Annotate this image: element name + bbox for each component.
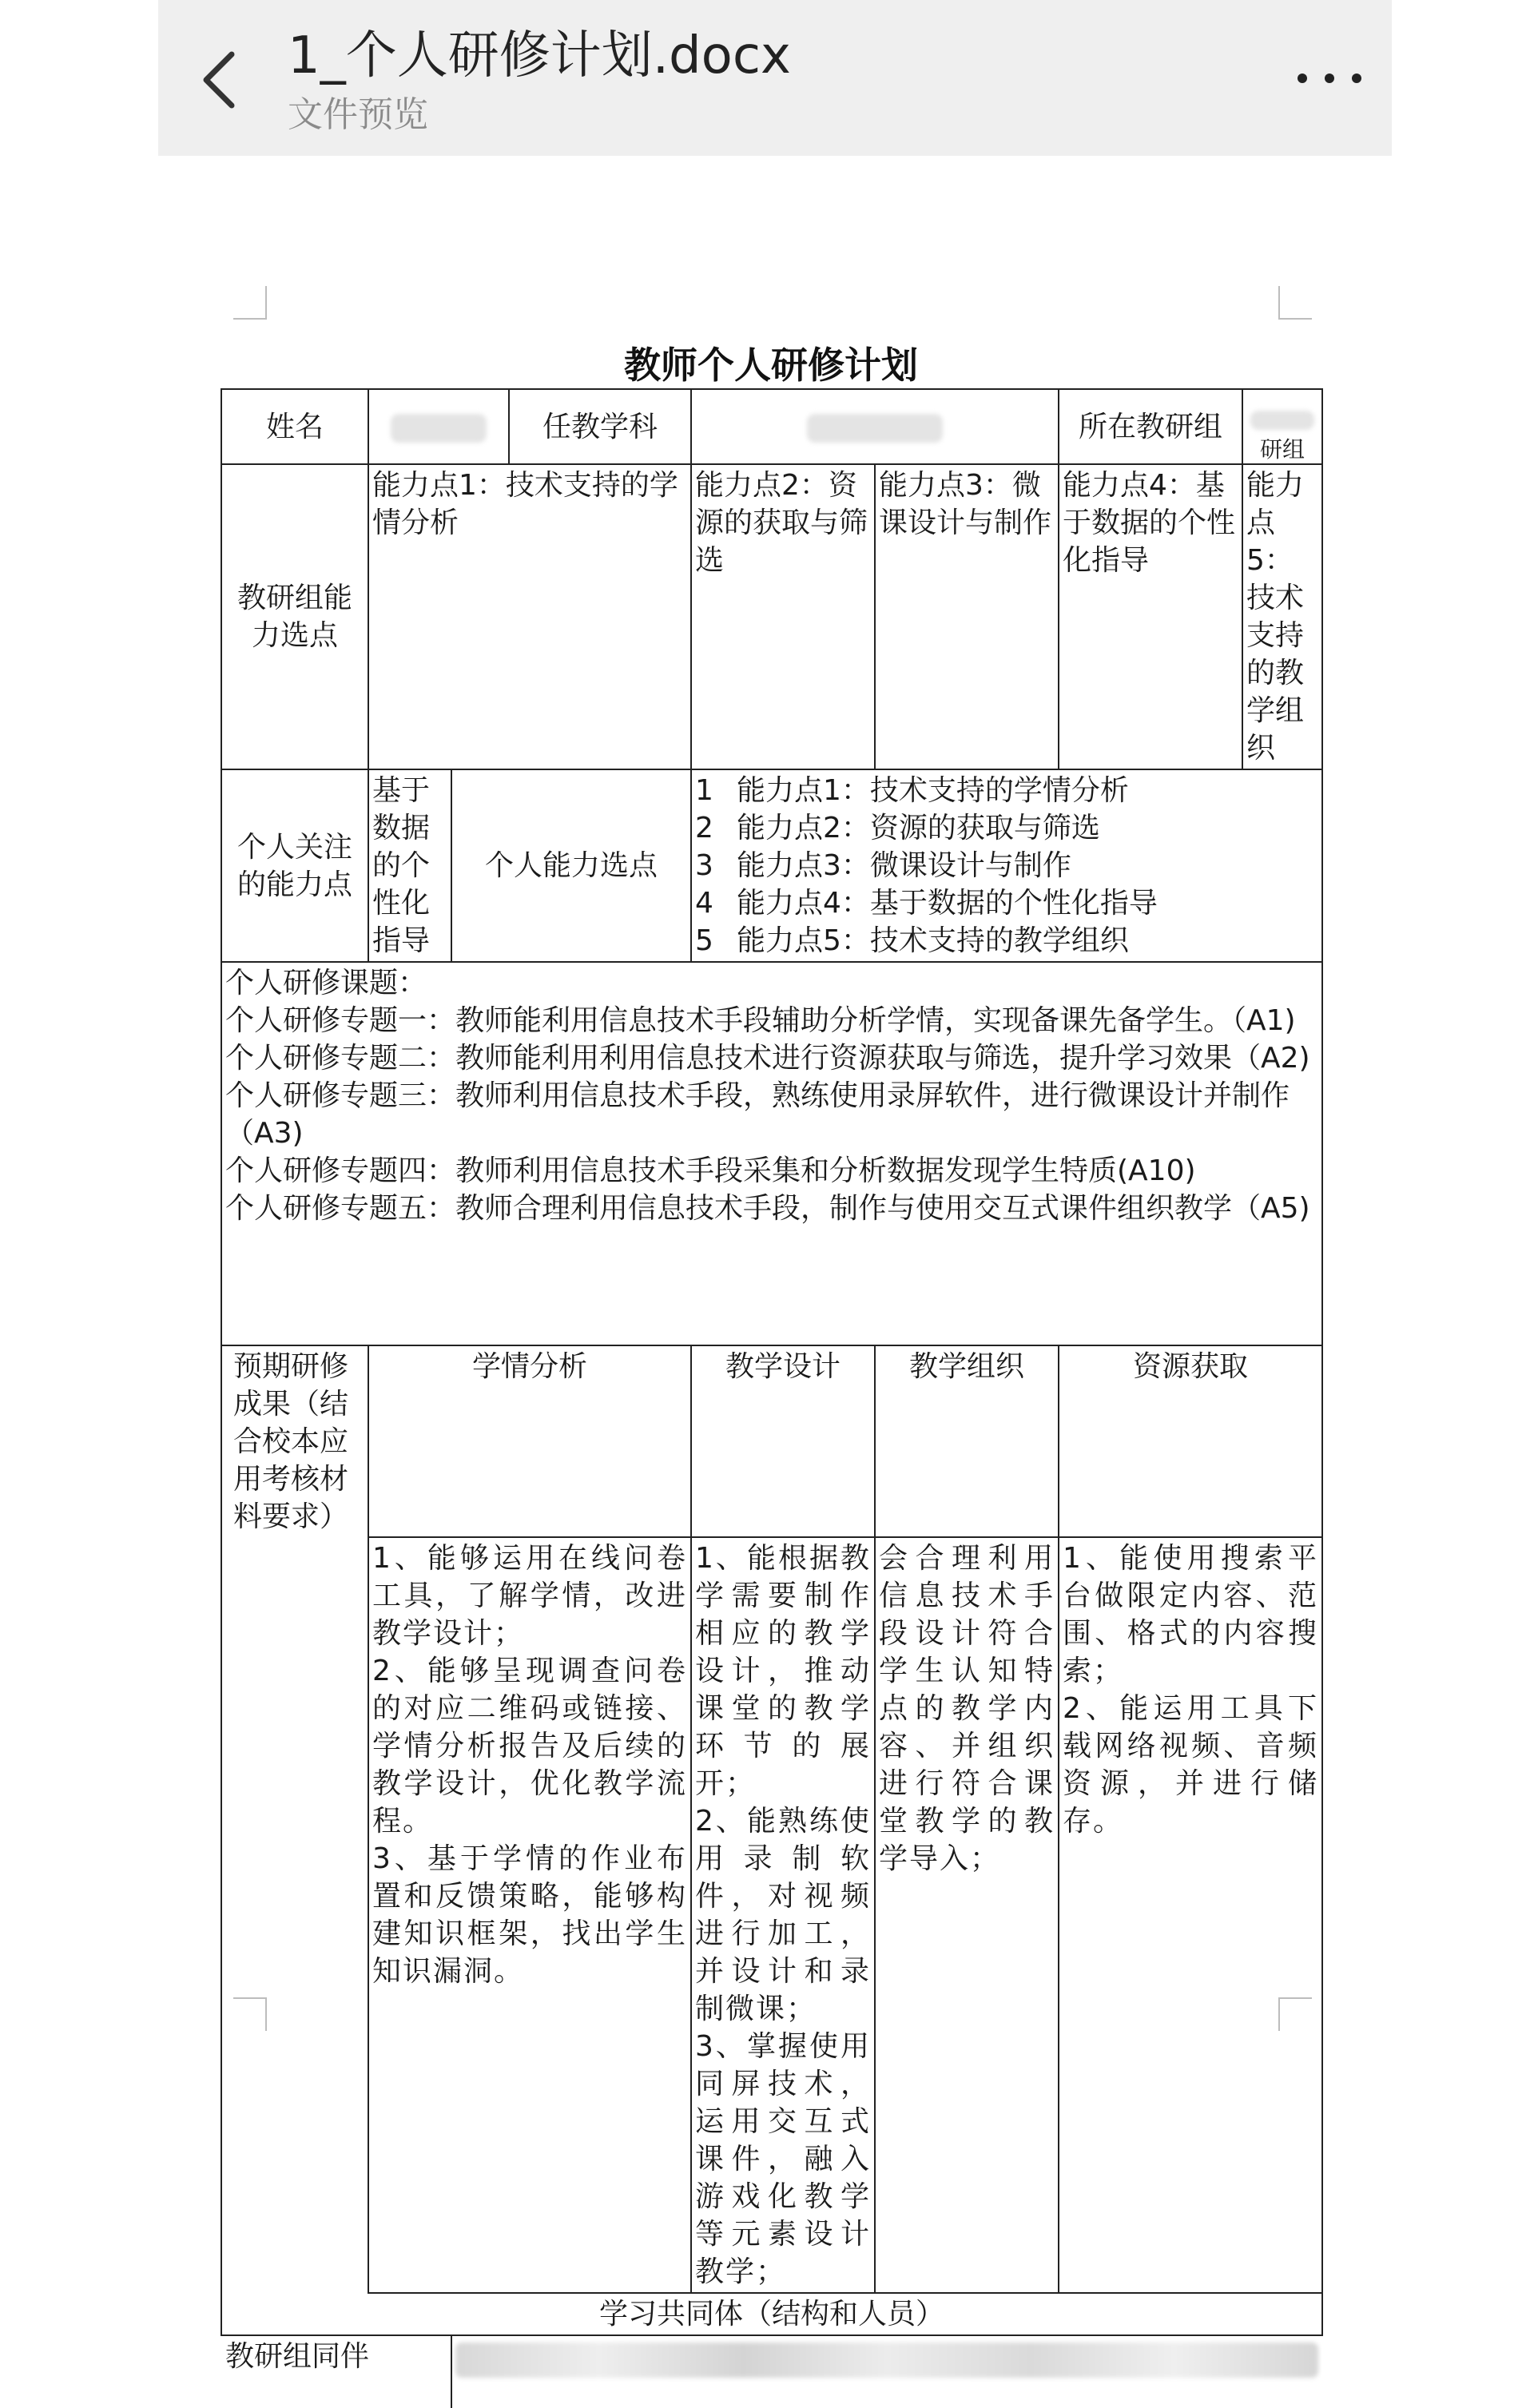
file-subtitle: 文件预览 [288, 94, 428, 135]
ability-point-cell: 能力点1：技术支持的学情分析 [368, 464, 691, 769]
outcome-content: 1、能够运用在线问卷工具，了解学情，改进教学设计； 2、能够呈现调查问卷的对应二维码或链接、学情分析报告及后续的教学设计，优化教学流程。 3、基于学情的作业布置和反馈策略，能够构建知识框架，找出学生知识漏洞。 [368, 1537, 691, 2293]
ability-point-cell: 能力点5：技术支持的教学组织 [1242, 464, 1322, 769]
ability-point-cell: 能力点3：微课设计与制作 [875, 464, 1059, 769]
personal-choice-label: 个人能力选点 [451, 769, 691, 962]
list-item: 1 能力点1：技术支持的学情分析 [695, 774, 1129, 807]
topic-item: 个人研修专题二：教师能利用利用信息技术进行资源获取与筛选，提升学习效果（A2) [225, 1042, 1310, 1075]
table-row [221, 2293, 1322, 2335]
name-value [368, 389, 509, 464]
topic-item: 个人研修专题四：教师利用信息技术手段采集和分析数据发现学生特质(A10) [225, 1154, 1196, 1187]
redacted-subject [807, 414, 943, 443]
outcome-header: 教学组织 [875, 1345, 1059, 1537]
chevron-left-icon[interactable] [200, 50, 240, 110]
personal-focus-value: 基于数据的个性化指导 [368, 769, 451, 962]
personal-focus-label: 个人关注的能力点 [221, 769, 368, 962]
expected-outcomes-label: 预期研修成果（结合校本应用考核材料要求） [221, 1345, 368, 2293]
topic-item: 个人研修专题三：教师利用信息技术手段，熟练使用录屏软件，进行微课设计并制作（A3) [225, 1079, 1290, 1150]
group-label: 所在教研组 [1059, 389, 1242, 464]
document-title: 教师个人研修计划 [624, 344, 918, 387]
topics-heading: 个人研修课题： [225, 967, 427, 999]
redacted-name [391, 414, 487, 443]
page-corner-mark [1278, 286, 1312, 320]
ability-point-cell: 能力点2：资源的获取与筛选 [691, 464, 875, 769]
group-value [1242, 389, 1322, 464]
table-row [221, 1537, 1322, 2293]
table-row [221, 769, 1322, 962]
file-title: 1_个人研修计划.docx [288, 26, 791, 85]
plan-table [221, 388, 1323, 2408]
list-item: 2 能力点2：资源的获取与筛选 [695, 812, 1100, 844]
community-heading: 学习共同体（结构和人员） [221, 2293, 1322, 2335]
list-item: 5 能力点5：技术支持的教学组织 [695, 924, 1129, 957]
outcome-content: 1、能使用搜索平台做限定内容、范围、格式的内容搜索； 2、能运用工具下载网络视频、音频资源，并进行储存。 [1059, 1537, 1322, 2293]
group-value-suffix: 研组 [1259, 436, 1305, 463]
topic-item: 个人研修专题五：教师合理利用信息技术手段，制作与使用交互式课件组织教学（A5) [225, 1192, 1310, 1225]
table-row [221, 464, 1322, 769]
outcome-header: 学情分析 [368, 1345, 691, 1537]
top-bar [158, 0, 1392, 156]
subject-value [691, 389, 1059, 464]
table-row [221, 2335, 1322, 2407]
redacted-group [1250, 411, 1314, 430]
table-row [221, 1345, 1322, 1537]
topic-item: 个人研修专题一：教师能利用信息技术手段辅助分析学情，实现备课先备学生。（A1) [225, 1004, 1296, 1037]
research-topics [221, 962, 1322, 1345]
name-label: 姓名 [221, 389, 368, 464]
peer-value [451, 2335, 1322, 2407]
group-ability-label: 教研组能力选点 [221, 464, 368, 769]
personal-choice-list [691, 769, 1322, 962]
ability-point-cell: 能力点4：基于数据的个性化指导 [1059, 464, 1242, 769]
table-row [221, 389, 1322, 464]
outcome-header: 教学设计 [691, 1345, 875, 1537]
outcome-content: 会合理利用信息技术手段设计符合学生认知特点的教学内容、并组织进行符合课堂教学的教学导入； [875, 1537, 1059, 2293]
outcome-content: 1、能根据教学需要制作相应的教学设计，推动课堂的教学环节的展开； 2、能熟练使用录制软件，对视频进行加工，并设计和录制微课； 3、掌握使用同屏技术，运用交互式课件，融入游戏化教学等元素设计教学； [691, 1537, 875, 2293]
list-item: 4 能力点4：基于数据的个性化指导 [695, 887, 1158, 920]
list-item: 3 能力点3：微课设计与制作 [695, 849, 1071, 882]
page-corner-mark [233, 286, 267, 320]
peer-label: 教研组同伴 [221, 2335, 451, 2407]
redacted-peers [455, 2342, 1318, 2378]
table-row [221, 962, 1322, 1345]
subject-label: 任教学科 [509, 389, 691, 464]
more-dots-icon[interactable] [1298, 69, 1361, 88]
outcome-header: 资源获取 [1059, 1345, 1322, 1537]
